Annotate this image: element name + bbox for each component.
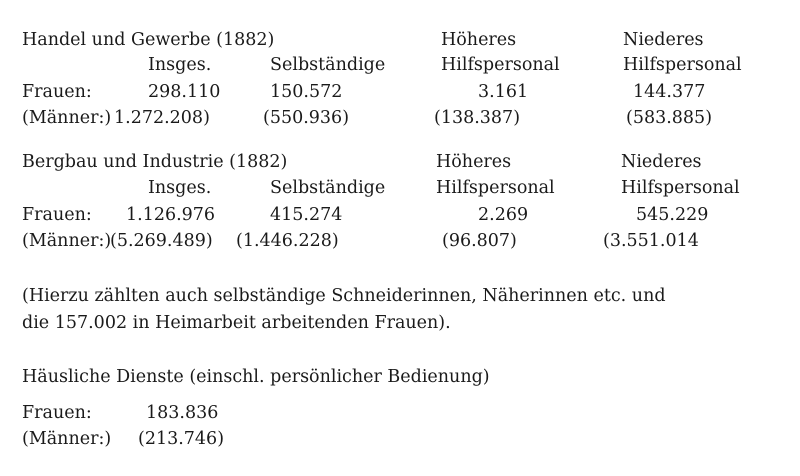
- section1-maenner-insges: 1.272.208): [114, 108, 210, 128]
- section3-frauen-value: 183.836: [146, 403, 219, 423]
- section2-maenner-hoeheres: (96.807): [442, 231, 517, 251]
- section2-col-hilfs-niederes: Hilfspersonal: [621, 178, 740, 198]
- section1-maenner-hoeheres: (138.387): [434, 108, 521, 128]
- section2-col-selbst: Selbständige: [270, 178, 386, 198]
- section2-col-niederes: Niederes: [621, 152, 702, 172]
- section1-maenner-label: (Männer:): [22, 108, 112, 128]
- section3-frauen-label: Frauen:: [22, 403, 92, 423]
- section1-col-hilfs-hoeheres: Hilfspersonal: [441, 55, 560, 75]
- note-line-2: die 157.002 in Heimarbeit arbeitenden Frauen).: [22, 313, 451, 333]
- section1-frauen-selbst: 150.572: [270, 82, 343, 102]
- section3-maenner-label: (Männer:): [22, 429, 112, 449]
- note-line-1: (Hierzu zählten auch selbständige Schneiderinnen, Näherinnen etc. und: [22, 286, 666, 306]
- section1-col-selbst: Selbständige: [270, 55, 386, 75]
- section1-col-hilfs-niederes: Hilfspersonal: [623, 55, 742, 75]
- section2-frauen-label: Frauen:: [22, 205, 92, 225]
- section2-maenner-label: (Männer:): [22, 231, 112, 251]
- section1-frauen-niederes: 144.377: [633, 82, 706, 102]
- section2-maenner-niederes: (3.551.014: [603, 231, 699, 251]
- section2-frauen-hoeheres: 2.269: [478, 205, 529, 225]
- section2-maenner-selbst: (1.446.228): [236, 231, 339, 251]
- section2-col-insges: Insges.: [148, 178, 212, 198]
- section1-col-hoeheres: Höheres: [441, 30, 517, 50]
- section1-title: Handel und Gewerbe (1882): [22, 30, 275, 50]
- section1-frauen-label: Frauen:: [22, 82, 92, 102]
- section2-frauen-insges: 1.126.976: [126, 205, 216, 225]
- section3-title: Häusliche Dienste (einschl. persönlicher Bedienung): [22, 367, 490, 387]
- section2-title: Bergbau und Industrie (1882): [22, 152, 288, 172]
- section2-col-hoeheres: Höheres: [436, 152, 512, 172]
- section2-maenner-insges: (5.269.489): [110, 231, 213, 251]
- section2-frauen-niederes: 545.229: [636, 205, 709, 225]
- section1-maenner-selbst: (550.936): [263, 108, 350, 128]
- section2-frauen-selbst: 415.274: [270, 205, 343, 225]
- section1-frauen-hoeheres: 3.161: [478, 82, 529, 102]
- section2-col-hilfs-hoeheres: Hilfspersonal: [436, 178, 555, 198]
- section1-maenner-niederes: (583.885): [626, 108, 713, 128]
- section1-col-niederes: Niederes: [623, 30, 704, 50]
- section1-col-insges: Insges.: [148, 55, 212, 75]
- section1-frauen-insges: 298.110: [148, 82, 221, 102]
- section3-maenner-value: (213.746): [138, 429, 225, 449]
